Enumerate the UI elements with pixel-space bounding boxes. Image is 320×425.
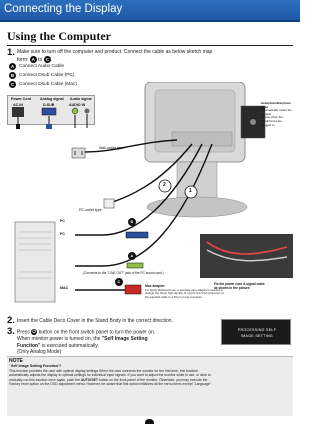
connection-label: Connect Audio Cable <box>19 64 65 69</box>
dsub-plug-icon <box>46 124 52 129</box>
connection-label: Connect Dsub Cable (Mac) <box>19 82 77 87</box>
lineout-note: (Connects to the "LINE OUT" jack of the PC sound card.) <box>83 271 164 275</box>
headphone-line1: Automatically mutes the speaker <box>261 108 292 116</box>
connection-label: Connect Dsub Cable (PC) <box>19 73 75 78</box>
mac-adapter-note <box>145 285 225 299</box>
note-line3b: button on the front panel of the monitor. Otherwise, you may execute the <box>98 377 208 382</box>
step-3-line4: (Only Analog Mode) <box>17 349 62 356</box>
note-subtitle: ' Self Image Setting Function'? <box>9 364 62 368</box>
step-1-line1: Make sure to turn off the computer and product. Connect the cable as below sketch map <box>17 49 213 55</box>
marker-b-letter: B <box>130 220 134 224</box>
wall-outlet-icon <box>72 148 85 158</box>
header-rule <box>0 20 300 22</box>
marker-c-icon: C <box>10 82 15 87</box>
mac-adapter-icon <box>125 285 141 294</box>
marker-c-letter: C <box>117 280 121 284</box>
step-2-number: 2. <box>7 315 15 326</box>
note-line2: automatically adjusts the display to optimal settings for individual input signals. If you want to adjust the monitor while in use, or wish to <box>9 373 211 378</box>
mac-note-line1: For Apple Macintosh use, a separate plug adapter is needed to <box>145 287 223 292</box>
step-1-number: 1. <box>7 47 15 58</box>
mac-adapter-title: Mac adapter <box>145 284 165 288</box>
headphone-title: Headphone/Earphone Input <box>261 101 291 109</box>
mac-note-line2: change the 15 pin high density (3 row) D-sub VGA connector on <box>145 291 225 296</box>
pc-label-1: PC <box>60 219 65 223</box>
audio-connector-icon <box>127 263 143 268</box>
monitor-base-icon <box>147 197 247 217</box>
cable-fix-photo <box>200 234 293 278</box>
self-image-setting-osd <box>221 319 291 345</box>
note-title: NOTE <box>9 358 23 364</box>
step-3-feature-end: Function" <box>17 342 41 349</box>
connection-item-dsub-pc <box>9 72 74 79</box>
pc-outlet-icon <box>104 199 114 208</box>
note-box <box>7 356 293 416</box>
step-3-text <box>17 329 217 356</box>
ac-in-port-icon <box>12 107 24 117</box>
callout-2-number: 2 <box>163 182 166 188</box>
marker-c-icon: C <box>45 56 49 62</box>
page-title: Using the Computer <box>7 29 111 43</box>
audio-in-port-icon <box>85 109 90 114</box>
note-line1: This function provides the user with optimal display settings.When the user connects the monitor for the first time, this function <box>9 369 198 373</box>
marker-a-letter: A <box>130 254 134 258</box>
diagram-drawing <box>7 82 293 314</box>
audio-in-port-icon <box>72 108 78 114</box>
step-2-text: Insert the Cable Deco Cover in the Stand Body in the correct direction. <box>17 318 173 324</box>
step-1-form-to: to <box>38 56 43 63</box>
step-3-number: 3. <box>7 326 15 337</box>
step-3-line1: button on the front switch panel to turn the power on. <box>38 329 156 336</box>
page-tab-marker <box>145 419 154 424</box>
step-3-line2: When monitor power is turned on, the <box>17 335 101 342</box>
headphone-line3: plugged in. <box>261 122 276 127</box>
audio-signal-label: Audio signal <box>70 97 92 101</box>
marker-a-icon: A <box>31 56 35 62</box>
marker-a-icon: A <box>10 64 15 69</box>
auto-set-label: AUTO/SET <box>80 377 98 382</box>
power-plug-icon <box>16 124 20 129</box>
headphone-annotation <box>261 102 293 127</box>
step-3-line3: is executed automatically. <box>41 342 99 349</box>
note-line4: Factory reset option on the OSD adjustment menu. However, be aware that this option initializes all the menu items except "Language". <box>9 382 212 387</box>
connection-diagram <box>7 82 293 314</box>
analog-signal-label: Analog signal <box>40 97 64 101</box>
monitor-port-area <box>172 132 232 146</box>
audio-in-label: AUDIO IN <box>69 103 86 107</box>
mac-note-line3: the supplied cable to a 15 pin 2 row connector. <box>145 294 203 299</box>
connection-item-audio <box>9 63 64 70</box>
step-1-text: Make sure to turn off the computer and product. Connect the cable as below sketch map form: A to C . <box>17 49 213 63</box>
pc-outlet-label: PC-outlet type <box>79 208 102 212</box>
header-title: Connecting the Display <box>4 3 123 15</box>
dsub-connector-icon <box>126 232 148 238</box>
mac-label: MAC <box>60 286 69 290</box>
power-button-icon: ⏻ <box>32 329 36 334</box>
headphone-line2: volume when the headphones are <box>261 115 283 123</box>
dsub-port-icon <box>42 108 56 115</box>
step-3-feature-name: "Self Image Setting <box>101 335 148 342</box>
title-divider <box>7 45 293 46</box>
dsub-label: D-SUB <box>43 103 55 107</box>
ac-in-label: AC-IN <box>13 103 23 107</box>
wall-outlet-label: Wall-outlet type <box>99 146 124 150</box>
pc-tower-icon <box>15 222 55 302</box>
pc-label-2: PC <box>60 232 65 236</box>
note-line3a: manually run this function once again, push the <box>9 377 80 382</box>
marker-b-icon: B <box>10 73 15 78</box>
step-3-press: Press <box>17 329 30 336</box>
monitor-stand-icon <box>177 162 217 202</box>
osd-line1: PROCESSING SELF <box>237 328 277 332</box>
callout-1-number: 1 <box>189 188 192 194</box>
headphone-jack-icon <box>250 119 256 125</box>
cable-fix-line2: as shown in the picture. <box>214 286 251 290</box>
step-1-form-prefix: form <box>17 56 27 63</box>
cable-fix-line1: Fix the power cord & signal cable <box>214 282 265 286</box>
note-body <box>9 369 291 387</box>
osd-line2: IMAGE SETTING <box>240 334 274 338</box>
power-cord-label: Power Cord <box>11 97 32 101</box>
step-1-form-suffix: . <box>50 56 53 63</box>
